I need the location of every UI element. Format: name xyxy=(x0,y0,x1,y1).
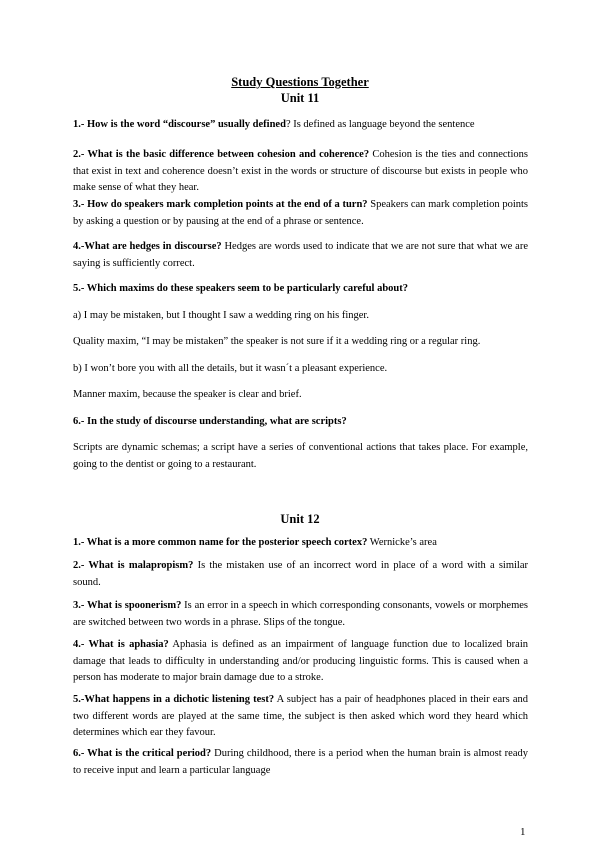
question-item xyxy=(73,239,528,272)
answer-text: a) I may be mistaken, but I thought I saw a wedding ring on his finger. xyxy=(73,310,369,321)
answer-text: Speakers can mark completion points by asking a question or by pausing at the end of a phrase or sentence. xyxy=(73,199,528,227)
question-item xyxy=(73,147,528,197)
example-sentence xyxy=(73,361,528,378)
question-item xyxy=(73,746,528,779)
answer-text: A subject has a pair of headphones placed in their ears and two different words are played at the same time, the subject is then asked which word they heard which determines which ear they favour. xyxy=(73,694,528,738)
answer-text: Scripts are dynamic schemas; a script have a series of conventional actions that takes place. For example, going to the dentist or going to a restaurant. xyxy=(73,442,528,470)
question-item xyxy=(73,197,528,230)
question-item xyxy=(73,117,528,134)
answer-text: Wernicke’s area xyxy=(367,537,437,548)
unit-11-heading: Unit 11 xyxy=(280,91,320,105)
question-text: 4.- What is aphasia? xyxy=(73,639,169,650)
question-text: 6.- What is the critical period? xyxy=(73,748,212,759)
answer-text: ? Is defined as language beyond the sentence xyxy=(285,119,475,130)
question-text: 2.- What is the basic difference between cohesion and coherence? xyxy=(73,149,370,160)
question-item xyxy=(73,598,528,631)
answer-paragraph xyxy=(73,334,528,351)
question-item xyxy=(73,281,528,298)
question-item xyxy=(73,558,528,591)
answer-paragraph xyxy=(73,387,528,404)
answer-text: b) I won’t bore you with all the details, but it wasn´t a pleasant experience. xyxy=(73,363,388,374)
question-text: 6.- In the study of discourse understanding, what are scripts? xyxy=(73,416,347,427)
answer-text: Quality maxim, “I may be mistaken” the speaker is not sure if it a wedding ring or a regular ring. xyxy=(73,336,481,347)
answer-text: Is the mistaken use of an incorrect word in place of a word with a similar sound. xyxy=(73,560,528,588)
answer-text: Aphasia is defined as an impairment of language function due to localized brain damage that leads to difficulty in understanding and/or producing linguistic forms. This is caused when a person has moderate to major brain damage due to a stroke. xyxy=(73,639,528,683)
page-number: 1 xyxy=(520,826,526,838)
answer-text: Manner maxim, because the speaker is clear and brief. xyxy=(73,389,302,400)
question-item xyxy=(73,637,528,687)
document-title: Study Questions Together xyxy=(231,75,369,89)
question-text: 5.-What happens in a dichotic listening test? xyxy=(73,694,275,705)
answer-text: During childhood, there is a period when the human brain is almost ready to receive input and learn a particular language xyxy=(73,748,528,776)
question-text: 2.- What is malapropism? xyxy=(73,560,194,571)
question-item xyxy=(73,692,528,742)
answer-paragraph xyxy=(73,440,528,473)
answer-text: Hedges are words used to indicate that we are not sure that what we are saying is sufficiently correct. xyxy=(73,241,528,269)
question-text: 1.- How is the word “discourse” usually defined xyxy=(73,119,286,130)
question-text: 3.- What is spoonerism? xyxy=(73,600,182,611)
question-text: 4.-What are hedges in discourse? xyxy=(73,241,222,252)
question-item xyxy=(73,414,528,431)
unit-12-heading: Unit 12 xyxy=(280,512,320,526)
question-text: 5.- Which maxims do these speakers seem to be particularly careful about? xyxy=(73,283,409,294)
question-text: 1.- What is a more common name for the posterior speech cortex? xyxy=(73,537,368,548)
example-sentence xyxy=(73,308,528,325)
question-item xyxy=(73,535,528,552)
answer-text: Is an error in a speech in which corresponding consonants, vowels or morphemes are switched between two words in a phrase. Slips of the tongue. xyxy=(73,600,529,628)
question-text: 3.- How do speakers mark completion points at the end of a turn? xyxy=(73,199,368,210)
answer-text: Cohesion is the ties and connections that exist in text and coherence doesn’t exist in the words or structure of discourse but exists in people who make sense of what they hear. xyxy=(73,149,528,193)
